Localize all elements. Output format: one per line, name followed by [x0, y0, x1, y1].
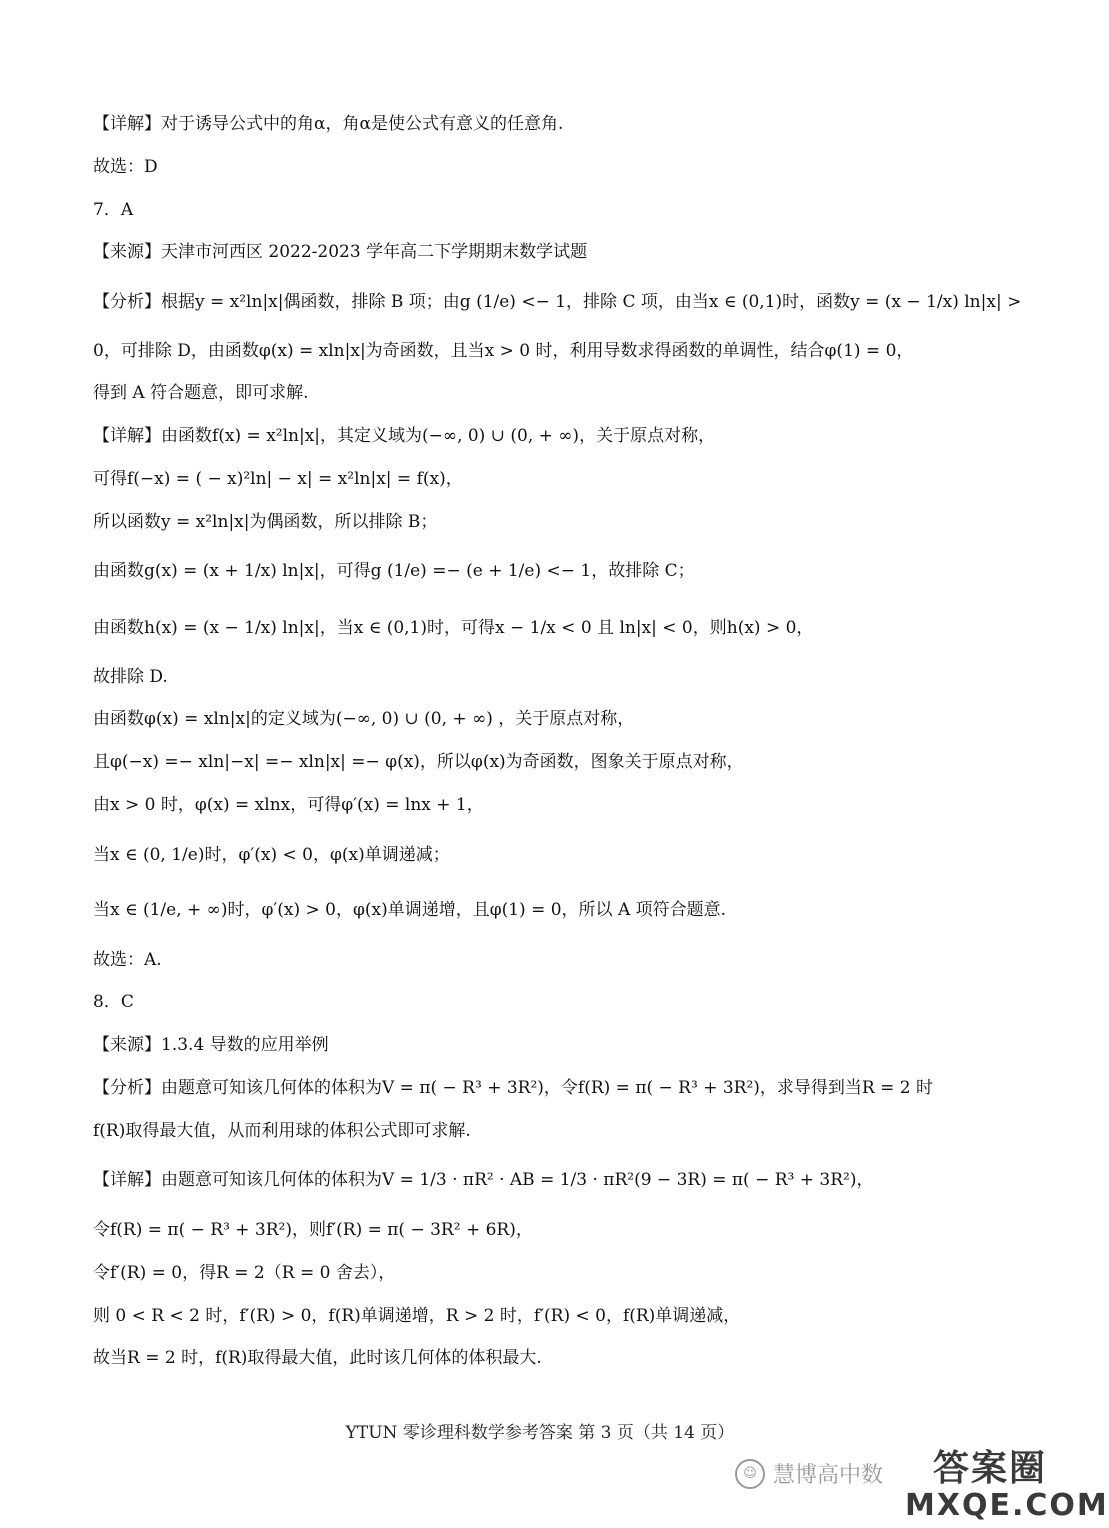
wechat-icon: ☺: [735, 1459, 765, 1489]
text-line: f(R)取得最大值，从而利用球的体积公式即可求解.: [93, 1121, 471, 1141]
watermark: [735, 1458, 883, 1489]
stamp-logo-text: 答案圈: [932, 1448, 1047, 1489]
text-line: 【分析】由题意可知该几何体的体积为V = π( − R³ + 3R²)，令f(R) = π( − R³ + 3R²)，求导得到当R = 2 时: [93, 1078, 933, 1098]
question-number: 8．C: [93, 992, 134, 1012]
text-line: 且φ(−x) =− xln|−x| =− xln|x| =− φ(x)，所以φ(x)为奇函数，图象关于原点对称，: [93, 752, 744, 772]
stamp-url-text: MXQE.COM: [905, 1488, 1109, 1523]
text-line: 所以函数y = x²ln|x|为偶函数，所以排除 B；: [93, 512, 438, 532]
text-line: 【详解】由题意可知该几何体的体积为V = 1/3 · πR² · AB = 1/3 · πR²(9 − 3R) = π( − R³ + 3R²)，: [93, 1170, 874, 1190]
text-line: 【来源】天津市河西区 2022-2023 学年高二下学期期末数学试题: [93, 242, 588, 262]
text-line: 令f′(R) = 0，得R = 2（R = 0 舍去），: [93, 1263, 396, 1283]
text-line: 0，可排除 D，由函数φ(x) = xln|x|为奇函数，且当x > 0 时，利用导数求得函数的单调性，结合φ(1) = 0，: [93, 341, 914, 361]
question-number: 7．A: [93, 200, 134, 220]
text-line: 由函数h(x) = (x − 1/x) ln|x|，当x ∈ (0,1)时，可得x − 1/x < 0 且 ln|x| < 0，则h(x) > 0，: [93, 618, 814, 638]
watermark-text: 慧博高中数: [773, 1463, 884, 1488]
text-line: 可得f(−x) = ( − x)²ln| − x| = x²ln|x| = f(x)，: [93, 469, 463, 489]
text-line: 由函数φ(x) = xln|x|的定义域为(−∞, 0) ∪ (0, + ∞) ，关于原点对称，: [93, 709, 635, 729]
text-line: 当x ∈ (0, 1/e)时，φ′(x) < 0，φ(x)单调递减；: [93, 845, 450, 865]
text-line: 由x > 0 时，φ(x) = xlnx，可得φ′(x) = lnx + 1，: [93, 795, 484, 815]
text-line: 【来源】1.3.4 导数的应用举例: [93, 1035, 329, 1055]
text-line: 令f(R) = π( − R³ + 3R²)，则f′(R) = π( − 3R² + 6R)，: [93, 1220, 533, 1240]
text-line: 当x ∈ (1/e, + ∞)时，φ′(x) > 0，φ(x)单调递增，且φ(1) = 0，所以 A 项符合题意.: [93, 900, 727, 920]
text-line: 由函数g(x) = (x + 1/x) ln|x|，可得g (1/e) =− (e + 1/e) <− 1，故排除 C；: [93, 561, 695, 581]
text-line: 故选：D: [93, 157, 158, 177]
answer-stamp: [905, 1440, 1109, 1524]
page-footer: YTUN 零诊理科数学参考答案 第 3 页（共 14 页）: [345, 1423, 735, 1443]
text-line: 得到 A 符合题意，即可求解.: [93, 383, 309, 403]
text-line: 【详解】对于诱导公式中的角α，角α是使公式有意义的任意角.: [93, 114, 564, 134]
text-line: 故排除 D.: [93, 667, 168, 687]
text-line: 故选：A.: [93, 950, 162, 970]
text-line: 则 0 < R < 2 时，f′(R) > 0，f(R)单调递增，R > 2 时，f′(R) < 0，f(R)单调递减，: [93, 1306, 741, 1326]
text-line: 故当R = 2 时，f(R)取得最大值，此时该几何体的体积最大.: [93, 1348, 542, 1368]
text-line: 【分析】根据y = x²ln|x|偶函数，排除 B 项；由g (1/e) <− 1，排除 C 项，由当x ∈ (0,1)时，函数y = (x − 1/x) ln|x| >: [93, 292, 1022, 312]
text-line: 【详解】由函数f(x) = x²ln|x|，其定义域为(−∞, 0) ∪ (0, + ∞)，关于原点对称，: [93, 426, 716, 446]
